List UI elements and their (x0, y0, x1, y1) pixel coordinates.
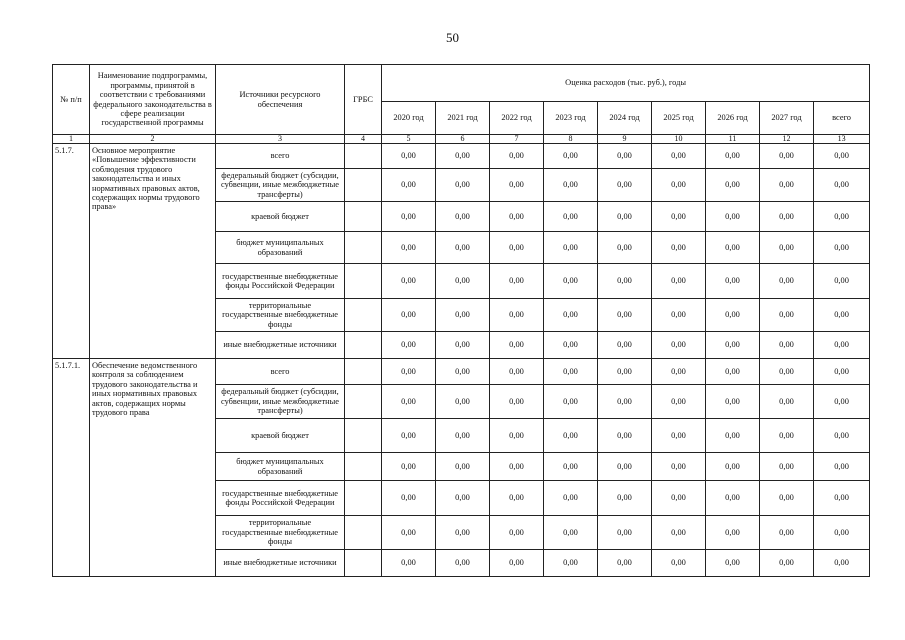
value-cell: 0,00 (598, 264, 652, 299)
value-cell: 0,00 (814, 264, 870, 299)
value-cell: 0,00 (544, 144, 598, 169)
value-cell: 0,00 (544, 359, 598, 385)
funding-source: иные внебюджетные источники (216, 332, 345, 359)
funding-source: бюджет муниципальных образований (216, 453, 345, 481)
value-cell: 0,00 (598, 144, 652, 169)
value-cell: 0,00 (544, 516, 598, 550)
value-cell: 0,00 (706, 419, 760, 453)
value-cell: 0,00 (814, 332, 870, 359)
column-number: 2 (90, 135, 216, 144)
funding-source: бюджет муниципальных образований (216, 232, 345, 264)
value-cell: 0,00 (814, 385, 870, 419)
value-cell: 0,00 (760, 481, 814, 516)
value-cell: 0,00 (598, 169, 652, 202)
value-cell: 0,00 (652, 332, 706, 359)
value-cell: 0,00 (598, 453, 652, 481)
value-cell: 0,00 (436, 419, 490, 453)
value-cell: 0,00 (706, 299, 760, 332)
value-cell: 0,00 (382, 453, 436, 481)
value-cell: 0,00 (652, 419, 706, 453)
grbs-cell (345, 453, 382, 481)
value-cell: 0,00 (760, 144, 814, 169)
value-cell: 0,00 (814, 481, 870, 516)
funding-source: федеральный бюджет (субсидии, субвенции, иные межбюджетные трансферты) (216, 385, 345, 419)
value-cell: 0,00 (544, 232, 598, 264)
column-number: 7 (490, 135, 544, 144)
value-cell: 0,00 (598, 516, 652, 550)
value-cell: 0,00 (382, 169, 436, 202)
funding-source: иные внебюджетные источники (216, 550, 345, 577)
value-cell: 0,00 (706, 232, 760, 264)
grbs-cell (345, 419, 382, 453)
header-year: 2027 год (760, 102, 814, 135)
value-cell: 0,00 (706, 332, 760, 359)
value-cell: 0,00 (706, 202, 760, 232)
funding-source: всего (216, 144, 345, 169)
value-cell: 0,00 (760, 332, 814, 359)
column-number: 4 (345, 135, 382, 144)
column-number: 11 (706, 135, 760, 144)
value-cell: 0,00 (652, 299, 706, 332)
value-cell: 0,00 (706, 453, 760, 481)
value-cell: 0,00 (652, 169, 706, 202)
header-number: № п/п (53, 65, 90, 135)
value-cell: 0,00 (706, 169, 760, 202)
table-row (53, 359, 870, 385)
value-cell: 0,00 (706, 385, 760, 419)
funding-source: территориальные государственные внебюджетные фонды (216, 299, 345, 332)
column-number: 5 (382, 135, 436, 144)
value-cell: 0,00 (760, 359, 814, 385)
column-number: 13 (814, 135, 870, 144)
value-cell: 0,00 (490, 359, 544, 385)
value-cell: 0,00 (706, 264, 760, 299)
item-number: 5.1.7. (53, 144, 90, 359)
value-cell: 0,00 (382, 550, 436, 577)
column-number: 8 (544, 135, 598, 144)
table-header (53, 65, 870, 144)
value-cell: 0,00 (436, 332, 490, 359)
value-cell: 0,00 (544, 453, 598, 481)
value-cell: 0,00 (490, 516, 544, 550)
value-cell: 0,00 (490, 264, 544, 299)
value-cell: 0,00 (490, 299, 544, 332)
value-cell: 0,00 (436, 144, 490, 169)
item-name: Основное мероприятие «Повышение эффективности соблюдения трудового законодательства и иных нормативных правовых актов, содержащих нормы трудового права» (90, 144, 216, 359)
header-year: 2022 год (490, 102, 544, 135)
header-year: 2021 год (436, 102, 490, 135)
value-cell: 0,00 (760, 169, 814, 202)
table-body (53, 144, 870, 577)
value-cell: 0,00 (382, 481, 436, 516)
funding-source: государственные внебюджетные фонды Российской Федерации (216, 264, 345, 299)
value-cell: 0,00 (544, 332, 598, 359)
column-number: 9 (598, 135, 652, 144)
value-cell: 0,00 (490, 550, 544, 577)
value-cell: 0,00 (490, 232, 544, 264)
value-cell: 0,00 (760, 385, 814, 419)
header-year: 2024 год (598, 102, 652, 135)
value-cell: 0,00 (382, 299, 436, 332)
value-cell: 0,00 (652, 516, 706, 550)
value-cell: 0,00 (598, 202, 652, 232)
value-cell: 0,00 (760, 453, 814, 481)
value-cell: 0,00 (490, 202, 544, 232)
grbs-cell (345, 359, 382, 385)
value-cell: 0,00 (598, 550, 652, 577)
value-cell: 0,00 (814, 453, 870, 481)
item-name: Обеспечение ведомственного контроля за соблюдением трудового законодательства и иных нормативных правовых актов, содержащих нормы трудового права (90, 359, 216, 577)
grbs-cell (345, 516, 382, 550)
header-program-name: Наименование подпрограммы, программы, принятой в соответствии с требованиями федерального законодательства в сфере реализации государственной программы (90, 65, 216, 135)
grbs-cell (345, 550, 382, 577)
value-cell: 0,00 (382, 385, 436, 419)
value-cell: 0,00 (652, 453, 706, 481)
value-cell: 0,00 (436, 232, 490, 264)
funding-source: территориальные государственные внебюджетные фонды (216, 516, 345, 550)
grbs-cell (345, 169, 382, 202)
grbs-cell (345, 264, 382, 299)
header-year: 2025 год (652, 102, 706, 135)
value-cell: 0,00 (706, 359, 760, 385)
grbs-cell (345, 144, 382, 169)
value-cell: 0,00 (814, 169, 870, 202)
column-number: 1 (53, 135, 90, 144)
value-cell: 0,00 (814, 419, 870, 453)
value-cell: 0,00 (490, 419, 544, 453)
value-cell: 0,00 (544, 419, 598, 453)
value-cell: 0,00 (382, 202, 436, 232)
value-cell: 0,00 (706, 550, 760, 577)
value-cell: 0,00 (706, 144, 760, 169)
table-row (53, 144, 870, 169)
value-cell: 0,00 (814, 550, 870, 577)
column-number: 10 (652, 135, 706, 144)
value-cell: 0,00 (382, 232, 436, 264)
value-cell: 0,00 (652, 264, 706, 299)
value-cell: 0,00 (760, 232, 814, 264)
grbs-cell (345, 299, 382, 332)
value-cell: 0,00 (598, 359, 652, 385)
budget-table (52, 64, 870, 577)
value-cell: 0,00 (544, 481, 598, 516)
header-year: 2023 год (544, 102, 598, 135)
value-cell: 0,00 (598, 481, 652, 516)
value-cell: 0,00 (706, 516, 760, 550)
value-cell: 0,00 (760, 550, 814, 577)
value-cell: 0,00 (652, 550, 706, 577)
funding-source: федеральный бюджет (субсидии, субвенции, иные межбюджетные трансферты) (216, 169, 345, 202)
value-cell: 0,00 (814, 359, 870, 385)
funding-source: краевой бюджет (216, 419, 345, 453)
value-cell: 0,00 (544, 385, 598, 419)
value-cell: 0,00 (814, 299, 870, 332)
value-cell: 0,00 (760, 516, 814, 550)
value-cell: 0,00 (598, 419, 652, 453)
value-cell: 0,00 (382, 144, 436, 169)
value-cell: 0,00 (490, 481, 544, 516)
value-cell: 0,00 (598, 299, 652, 332)
value-cell: 0,00 (436, 299, 490, 332)
value-cell: 0,00 (598, 385, 652, 419)
value-cell: 0,00 (544, 299, 598, 332)
grbs-cell (345, 385, 382, 419)
value-cell: 0,00 (706, 481, 760, 516)
value-cell: 0,00 (760, 202, 814, 232)
value-cell: 0,00 (814, 516, 870, 550)
value-cell: 0,00 (490, 332, 544, 359)
column-number: 6 (436, 135, 490, 144)
header-year: всего (814, 102, 870, 135)
value-cell: 0,00 (436, 385, 490, 419)
grbs-cell (345, 232, 382, 264)
value-cell: 0,00 (436, 550, 490, 577)
value-cell: 0,00 (652, 202, 706, 232)
value-cell: 0,00 (598, 232, 652, 264)
grbs-cell (345, 481, 382, 516)
value-cell: 0,00 (760, 419, 814, 453)
funding-source: всего (216, 359, 345, 385)
value-cell: 0,00 (436, 169, 490, 202)
grbs-cell (345, 332, 382, 359)
funding-source: краевой бюджет (216, 202, 345, 232)
value-cell: 0,00 (814, 144, 870, 169)
value-cell: 0,00 (814, 202, 870, 232)
value-cell: 0,00 (436, 453, 490, 481)
value-cell: 0,00 (436, 516, 490, 550)
grbs-cell (345, 202, 382, 232)
column-number: 12 (760, 135, 814, 144)
value-cell: 0,00 (760, 264, 814, 299)
header-year: 2020 год (382, 102, 436, 135)
value-cell: 0,00 (544, 264, 598, 299)
funding-source: государственные внебюджетные фонды Российской Федерации (216, 481, 345, 516)
header-grbs: ГРБС (345, 65, 382, 135)
column-number: 3 (216, 135, 345, 144)
value-cell: 0,00 (544, 202, 598, 232)
header-year: 2026 год (706, 102, 760, 135)
value-cell: 0,00 (490, 385, 544, 419)
value-cell: 0,00 (652, 481, 706, 516)
header-funding-sources: Источники ресурсного обеспечения (216, 65, 345, 135)
value-cell: 0,00 (598, 332, 652, 359)
value-cell: 0,00 (652, 144, 706, 169)
value-cell: 0,00 (652, 385, 706, 419)
value-cell: 0,00 (814, 232, 870, 264)
header-cost-estimate: Оценка расходов (тыс. руб.), годы (382, 65, 870, 102)
item-number: 5.1.7.1. (53, 359, 90, 577)
value-cell: 0,00 (436, 264, 490, 299)
value-cell: 0,00 (652, 359, 706, 385)
value-cell: 0,00 (382, 264, 436, 299)
value-cell: 0,00 (544, 169, 598, 202)
value-cell: 0,00 (760, 299, 814, 332)
value-cell: 0,00 (382, 332, 436, 359)
value-cell: 0,00 (382, 359, 436, 385)
page-number: 50 (446, 30, 459, 45)
value-cell: 0,00 (436, 359, 490, 385)
value-cell: 0,00 (544, 550, 598, 577)
value-cell: 0,00 (490, 169, 544, 202)
value-cell: 0,00 (490, 453, 544, 481)
value-cell: 0,00 (382, 516, 436, 550)
value-cell: 0,00 (436, 481, 490, 516)
value-cell: 0,00 (436, 202, 490, 232)
value-cell: 0,00 (382, 419, 436, 453)
value-cell: 0,00 (490, 144, 544, 169)
value-cell: 0,00 (652, 232, 706, 264)
